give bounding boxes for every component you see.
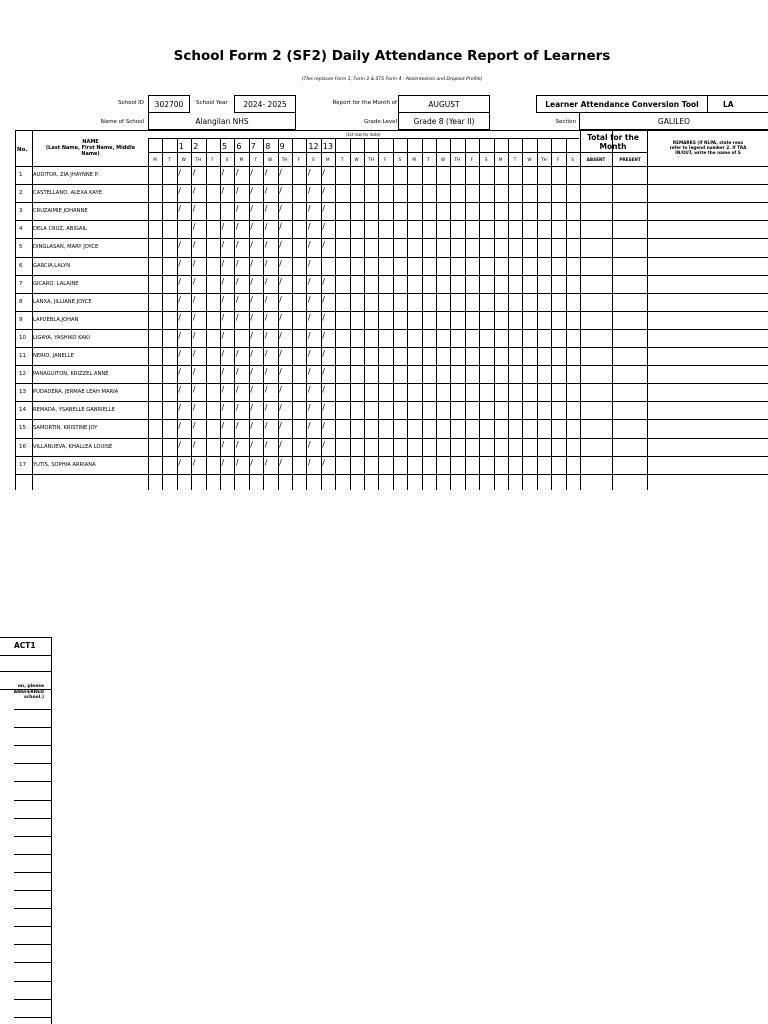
attendance-mark[interactable]: / <box>279 168 282 177</box>
grid-line-horizontal <box>15 257 768 258</box>
learner-name: CASTELLANO, ALEXA KAYE <box>33 190 102 197</box>
grade-level-field[interactable]: Grade 8 (Year II) <box>398 113 490 130</box>
absent-column-header: ABSENT <box>586 157 606 162</box>
attendance-mark[interactable]: / <box>279 258 282 268</box>
attendance-mark[interactable]: / <box>221 385 225 395</box>
weekday-label: S <box>571 157 574 162</box>
attendance-mark[interactable]: / <box>178 294 181 304</box>
attendance-mark[interactable]: / <box>264 457 268 467</box>
attendance-mark[interactable]: / <box>250 276 253 286</box>
grid-line-horizontal <box>15 275 768 276</box>
attendance-mark[interactable]: / <box>192 204 196 214</box>
attendance-mark[interactable]: / <box>178 385 181 395</box>
section-label: Section <box>555 119 576 125</box>
attendance-mark[interactable]: / <box>307 385 311 395</box>
attendance-mark[interactable]: / <box>279 276 282 286</box>
row-number: 3 <box>19 208 23 215</box>
row-number: 15 <box>19 425 26 432</box>
weekday-label: W <box>527 157 532 162</box>
attendance-mark[interactable]: / <box>250 258 253 268</box>
attendance-mark[interactable]: / <box>307 312 311 322</box>
attendance-mark[interactable]: / <box>279 204 282 214</box>
attendance-mark[interactable]: / <box>192 385 196 395</box>
attendance-mark[interactable]: / <box>178 240 181 250</box>
weekday-label: M <box>153 157 157 162</box>
weekday-label: F <box>556 157 560 162</box>
learner-name: PUDADERA, JERMAE LEAH MARIA <box>33 389 119 396</box>
attendance-mark[interactable]: / <box>192 222 196 232</box>
attendance-mark[interactable]: / <box>235 457 239 467</box>
attendance-mark[interactable]: / <box>235 258 239 268</box>
attendance-mark[interactable]: / <box>235 349 239 358</box>
date-number: 1 <box>178 142 184 151</box>
date-number: 2 <box>193 142 199 151</box>
attendance-mark[interactable]: / <box>307 222 311 232</box>
fragment-line-horizontal <box>0 671 52 672</box>
attendance-mark[interactable]: / <box>192 367 196 377</box>
attendance-mark[interactable]: / <box>250 186 253 196</box>
attendance-mark[interactable]: / <box>178 168 181 177</box>
fragment-line-horizontal <box>14 926 52 927</box>
attendance-mark[interactable]: / <box>279 457 282 467</box>
grid-line-horizontal <box>148 138 579 139</box>
report-month-field[interactable]: AUGUST <box>398 95 490 113</box>
attendance-mark[interactable]: / <box>250 294 253 304</box>
attendance-mark[interactable]: / <box>250 421 253 431</box>
attendance-mark[interactable]: / <box>264 403 268 413</box>
attendance-mark[interactable]: / <box>178 403 181 413</box>
row-number: 2 <box>19 190 23 197</box>
attendance-mark[interactable]: / <box>221 439 225 449</box>
section-field[interactable]: GALILEO <box>579 113 768 130</box>
row-number: 16 <box>19 443 26 450</box>
fragment-line-horizontal <box>14 763 52 764</box>
weekday-label: M <box>325 157 330 162</box>
attendance-mark[interactable]: / <box>322 349 325 358</box>
attendance-mark[interactable]: / <box>178 421 181 431</box>
attendance-mark[interactable]: / <box>192 294 196 304</box>
learner-name: DINGLASAN, MARY JOYCE <box>33 244 99 251</box>
attendance-mark[interactable]: / <box>264 439 268 449</box>
attendance-mark[interactable]: / <box>221 276 225 286</box>
attendance-mark[interactable]: / <box>192 439 196 449</box>
school-year-label: School Year <box>196 100 228 106</box>
attendance-mark[interactable]: / <box>192 276 196 286</box>
attendance-mark[interactable]: / <box>264 294 268 304</box>
weekday-label: W <box>268 157 273 162</box>
attendance-mark[interactable]: / <box>221 222 225 232</box>
fragment-line-horizontal <box>14 944 52 945</box>
attendance-mark[interactable]: / <box>235 312 239 322</box>
fragment-line-horizontal <box>14 890 52 891</box>
attendance-mark[interactable]: / <box>264 421 268 431</box>
fragment-line-horizontal <box>14 727 52 728</box>
weekday-label: W <box>354 157 359 162</box>
date-number: 9 <box>279 142 285 151</box>
row-number: 13 <box>19 389 26 396</box>
learner-name: YUTIS, SOPHIA ARRIANA <box>33 461 96 468</box>
attendance-mark[interactable]: / <box>322 204 325 214</box>
attendance-mark[interactable]: / <box>322 312 325 322</box>
attendance-mark[interactable]: / <box>250 168 253 177</box>
attendance-mark[interactable]: / <box>322 457 325 467</box>
attendance-mark[interactable]: / <box>250 439 253 449</box>
date-number: 12 <box>308 142 319 151</box>
attendance-mark[interactable]: / <box>307 258 311 268</box>
attendance-mark[interactable]: / <box>307 367 311 377</box>
school-name-label: Name of School <box>100 119 144 125</box>
grid-line-horizontal <box>15 438 768 439</box>
attendance-table <box>0 0 768 490</box>
attendance-mark[interactable]: / <box>264 222 268 232</box>
fragment-line-horizontal <box>14 709 52 710</box>
weekday-label: F <box>297 157 301 162</box>
grid-line-horizontal <box>148 152 647 153</box>
attendance-mark[interactable]: / <box>279 349 282 358</box>
grid-line-horizontal <box>15 383 768 384</box>
attendance-mark[interactable]: / <box>235 168 239 177</box>
attendance-mark[interactable]: / <box>279 222 282 232</box>
attendance-mark[interactable]: / <box>192 240 196 250</box>
attendance-mark[interactable]: / <box>322 240 325 250</box>
attendance-mark[interactable]: / <box>264 385 268 395</box>
grade-level-label: Grade Level <box>363 119 397 125</box>
attendance-mark[interactable]: / <box>264 204 268 214</box>
attendance-mark[interactable]: / <box>235 403 239 413</box>
first-row-date-note: (1st row for date) <box>345 132 381 137</box>
school-id-label: School ID <box>118 100 144 106</box>
attendance-mark[interactable]: / <box>221 367 225 377</box>
attendance-mark[interactable]: / <box>250 240 253 250</box>
attendance-mark[interactable]: / <box>250 385 253 395</box>
school-id-field[interactable]: 302700 <box>148 95 190 113</box>
attendance-mark[interactable]: / <box>264 168 268 177</box>
weekday-label: S <box>398 157 402 162</box>
attendance-mark[interactable]: / <box>279 367 282 377</box>
learner-name: SAMORTIN, KRISTINE JOY <box>33 425 98 432</box>
learner-name: VILLANUEVA, KHALLEA LOUISE <box>33 443 113 450</box>
attendance-mark[interactable]: / <box>307 330 311 340</box>
form-subtitle: (This replaces Form 1, Form 2 & STS Form 4 - Absenteeism and Dropout Profile) <box>301 77 483 82</box>
conversion-tool-header: Learner Attendance Conversion Tool <box>536 95 708 113</box>
fragment-line-horizontal <box>0 689 52 690</box>
attendance-mark[interactable]: / <box>307 457 311 467</box>
attendance-mark[interactable]: / <box>279 186 282 196</box>
date-number: 5 <box>222 142 228 151</box>
attendance-mark[interactable]: / <box>221 168 225 177</box>
weekday-label: S <box>225 157 229 162</box>
weekday-label: W <box>181 157 186 162</box>
attendance-mark[interactable]: / <box>279 312 282 322</box>
weekday-label: M <box>412 157 416 162</box>
fragment-line-horizontal <box>0 655 52 656</box>
weekday-label: T <box>427 157 430 162</box>
learner-name: AUDITOR, ZIA JHAYNNE P. <box>33 172 99 178</box>
weekday-label: T <box>340 157 344 162</box>
fragment-line-horizontal <box>14 981 52 982</box>
weekday-label: F <box>211 157 214 162</box>
attendance-mark[interactable]: / <box>192 457 196 467</box>
attendance-mark[interactable]: / <box>264 276 268 286</box>
attendance-mark[interactable]: / <box>279 403 282 413</box>
total-for-month-header: Total for the Month <box>587 133 639 151</box>
attendance-mark[interactable]: / <box>235 222 239 232</box>
fragment-line-horizontal <box>14 818 52 819</box>
row-number: 14 <box>19 407 26 414</box>
attendance-mark[interactable]: / <box>250 312 253 322</box>
attendance-mark[interactable]: / <box>235 186 239 196</box>
attendance-mark[interactable]: / <box>178 258 181 268</box>
no-column-header: No. <box>17 147 28 153</box>
fragment-line-horizontal <box>14 962 52 963</box>
conversion-tool-header-cut: LA <box>707 95 768 113</box>
attendance-mark[interactable]: / <box>250 367 253 377</box>
attendance-mark[interactable]: / <box>235 294 239 304</box>
grid-line-horizontal <box>15 130 768 131</box>
attendance-mark[interactable]: / <box>221 258 225 268</box>
attendance-mark[interactable]: / <box>307 421 311 431</box>
attendance-mark[interactable]: / <box>322 168 325 177</box>
attendance-mark[interactable]: / <box>221 421 225 431</box>
attendance-mark[interactable]: / <box>235 240 239 250</box>
attendance-mark[interactable]: / <box>307 168 311 177</box>
row-number: 17 <box>19 461 26 468</box>
fragment-line-horizontal <box>14 999 52 1000</box>
school-year-field[interactable]: 2024- 2025 <box>234 95 296 113</box>
attendance-mark[interactable]: / <box>250 457 253 467</box>
attendance-mark[interactable]: / <box>250 349 253 358</box>
school-name-field[interactable]: Alangilan NHS <box>148 113 296 130</box>
attendance-mark[interactable]: / <box>178 312 181 322</box>
weekday-label: F <box>384 157 387 162</box>
fragment-line-horizontal <box>14 1017 52 1018</box>
attendance-mark[interactable]: / <box>322 403 325 413</box>
weekday-label: TH <box>368 157 374 162</box>
fragment-title: ACT1 <box>14 641 36 650</box>
attendance-mark[interactable]: / <box>322 367 325 377</box>
learner-name: PANAGUITON, KRIZZEL ANNE <box>33 371 109 378</box>
learner-name: GICARO, LALAINE <box>33 280 79 287</box>
fragment-line-horizontal <box>14 781 52 782</box>
row-number: 7 <box>19 280 23 287</box>
attendance-mark[interactable]: / <box>307 240 311 250</box>
fragment-line-horizontal <box>14 745 52 746</box>
attendance-mark[interactable]: / <box>235 385 239 395</box>
name-column-header: NAME (Last Name, First Name, Middle Name) <box>45 139 136 157</box>
fragment-line-horizontal <box>0 637 52 638</box>
learner-name: DELA CRUZ, ABIGAIL <box>33 226 87 233</box>
fragment-line-horizontal <box>14 872 52 873</box>
attendance-mark[interactable]: / <box>235 367 239 377</box>
attendance-mark[interactable]: / <box>322 276 325 286</box>
attendance-mark[interactable]: / <box>264 330 268 340</box>
learner-name: NERIO, JANELLE <box>33 353 74 359</box>
attendance-mark[interactable]: / <box>264 312 268 322</box>
attendance-mark[interactable]: / <box>322 222 325 232</box>
grid-line-horizontal <box>15 474 768 475</box>
weekday-label: TH <box>281 157 288 162</box>
row-number: 9 <box>19 316 23 323</box>
grid-line-horizontal <box>15 329 768 330</box>
attendance-mark[interactable]: / <box>264 186 268 196</box>
attendance-mark[interactable]: / <box>322 421 325 431</box>
attendance-mark[interactable]: / <box>279 294 282 304</box>
row-number: 5 <box>19 244 23 251</box>
attendance-mark[interactable]: / <box>178 276 181 286</box>
attendance-mark[interactable]: / <box>235 204 239 214</box>
weekday-label: S <box>484 157 488 162</box>
attendance-mark[interactable]: / <box>221 240 225 250</box>
attendance-mark[interactable]: / <box>178 439 181 449</box>
weekday-label: F <box>470 157 473 162</box>
attendance-mark[interactable]: / <box>307 439 311 449</box>
grid-line-horizontal <box>15 419 768 420</box>
attendance-mark[interactable]: / <box>279 330 282 340</box>
attendance-mark[interactable]: / <box>221 457 225 467</box>
grid-line-horizontal <box>15 238 768 239</box>
attendance-mark[interactable]: / <box>178 330 181 340</box>
date-number: 6 <box>236 142 242 151</box>
fragment-line-horizontal <box>14 854 52 855</box>
grid-line-horizontal <box>15 220 768 221</box>
row-number: 11 <box>19 353 26 359</box>
attendance-mark[interactable]: / <box>264 258 268 268</box>
attendance-mark[interactable]: / <box>178 367 181 377</box>
date-number: 7 <box>250 142 256 151</box>
grid-line-horizontal <box>15 202 768 203</box>
report-month-label: Report for the Month of <box>332 100 397 106</box>
grid-line-horizontal <box>15 347 768 348</box>
present-column-header: PRESENT <box>619 157 641 162</box>
attendance-mark[interactable]: / <box>221 330 225 340</box>
learner-name: LIGAYA, YASHIKO KAKI <box>33 334 90 341</box>
attendance-mark[interactable]: / <box>192 258 196 268</box>
attendance-mark[interactable]: / <box>307 403 311 413</box>
weekday-label: TH <box>195 157 202 162</box>
attendance-mark[interactable]: / <box>221 403 225 413</box>
attendance-mark[interactable]: / <box>322 439 325 449</box>
attendance-mark[interactable]: / <box>279 385 282 395</box>
fragment-line-horizontal <box>14 836 52 837</box>
attendance-mark[interactable]: / <box>192 312 196 322</box>
row-number: 6 <box>19 262 23 269</box>
attendance-mark[interactable]: / <box>322 330 325 340</box>
grid-line-horizontal <box>15 166 768 167</box>
attendance-mark[interactable]: / <box>307 186 311 196</box>
attendance-mark[interactable]: / <box>178 186 181 196</box>
attendance-mark[interactable]: / <box>221 312 225 322</box>
attendance-mark[interactable]: / <box>235 421 239 431</box>
row-number: 4 <box>19 226 23 233</box>
weekday-label: T <box>513 157 517 162</box>
learner-name: LAPUEBLA,JOHAN <box>33 316 79 323</box>
date-number: 8 <box>265 142 271 151</box>
row-number: 12 <box>19 371 26 378</box>
fragment-line-horizontal <box>14 908 52 909</box>
attendance-mark[interactable]: / <box>264 240 268 250</box>
attendance-mark[interactable]: / <box>178 349 181 358</box>
row-number: 1 <box>19 172 23 178</box>
grid-line-horizontal <box>15 401 768 402</box>
attendance-mark[interactable]: / <box>322 385 325 395</box>
remarks-column-header: REMARKS (If NLPA, state reas refer to legend number 2. If TRA IN/OUT, write the name of S <box>669 140 747 155</box>
attendance-mark[interactable]: / <box>279 439 282 449</box>
attendance-mark[interactable]: / <box>279 240 282 250</box>
row-number: 10 <box>19 334 26 341</box>
attendance-mark[interactable]: / <box>221 186 225 196</box>
attendance-mark[interactable]: / <box>192 421 196 431</box>
attendance-mark[interactable]: / <box>221 349 225 358</box>
attendance-mark[interactable]: / <box>307 294 311 304</box>
grid-line-horizontal <box>15 293 768 294</box>
attendance-mark[interactable]: / <box>322 186 325 196</box>
attendance-mark[interactable]: / <box>235 439 239 449</box>
attendance-mark[interactable]: / <box>322 294 325 304</box>
weekday-label: TH <box>454 157 461 162</box>
learner-name: CRUZAIMIE JOHANNE <box>33 208 88 215</box>
attendance-mark[interactable]: / <box>307 204 311 214</box>
attendance-mark[interactable]: / <box>250 204 253 214</box>
weekday-label: M <box>239 157 244 162</box>
attendance-mark[interactable]: / <box>178 204 181 214</box>
attendance-mark[interactable]: / <box>235 276 239 286</box>
remarks-page-fragment <box>0 637 53 1024</box>
attendance-mark[interactable]: / <box>250 330 253 340</box>
attendance-mark[interactable]: / <box>250 222 253 232</box>
weekday-label: M <box>498 157 503 162</box>
grid-line-horizontal <box>15 311 768 312</box>
grid-line-horizontal <box>15 184 768 185</box>
attendance-mark[interactable]: / <box>192 403 196 413</box>
attendance-mark[interactable]: / <box>250 403 253 413</box>
weekday-label: T <box>168 157 171 162</box>
weekday-label: TH <box>540 157 547 162</box>
attendance-mark[interactable]: / <box>192 186 196 196</box>
attendance-mark[interactable]: / <box>192 330 196 340</box>
attendance-mark[interactable]: / <box>264 349 268 358</box>
attendance-mark[interactable]: / <box>178 457 181 467</box>
form-title: School Form 2 (SF2) Daily Attendance Report of Learners <box>173 48 611 64</box>
fragment-line-horizontal <box>14 800 52 801</box>
date-number: 13 <box>322 142 333 151</box>
weekday-label: T <box>254 157 258 162</box>
weekday-label: W <box>440 157 446 162</box>
grid-line-horizontal <box>15 365 768 366</box>
row-number: 8 <box>19 298 23 305</box>
attendance-mark[interactable]: / <box>192 349 196 358</box>
learner-name: REMADA, YSABELLE GABRIELLE <box>33 407 115 414</box>
weekday-label: S <box>312 157 315 162</box>
grid-line-horizontal <box>15 456 768 457</box>
attendance-mark[interactable]: / <box>192 168 196 177</box>
learner-name: LANXA, JILLIANE JOYCE <box>33 298 92 305</box>
learner-name: GARCIA,LALYN <box>33 262 71 269</box>
attendance-mark[interactable]: / <box>307 276 311 286</box>
fragment-remarks-text: on, please ANSFERRED school.) <box>13 684 44 700</box>
fragment-line-vertical <box>51 637 52 1024</box>
attendance-mark[interactable]: / <box>264 367 268 377</box>
attendance-mark[interactable]: / <box>221 294 225 304</box>
attendance-mark[interactable]: / <box>279 421 282 431</box>
attendance-mark[interactable]: / <box>307 349 311 358</box>
